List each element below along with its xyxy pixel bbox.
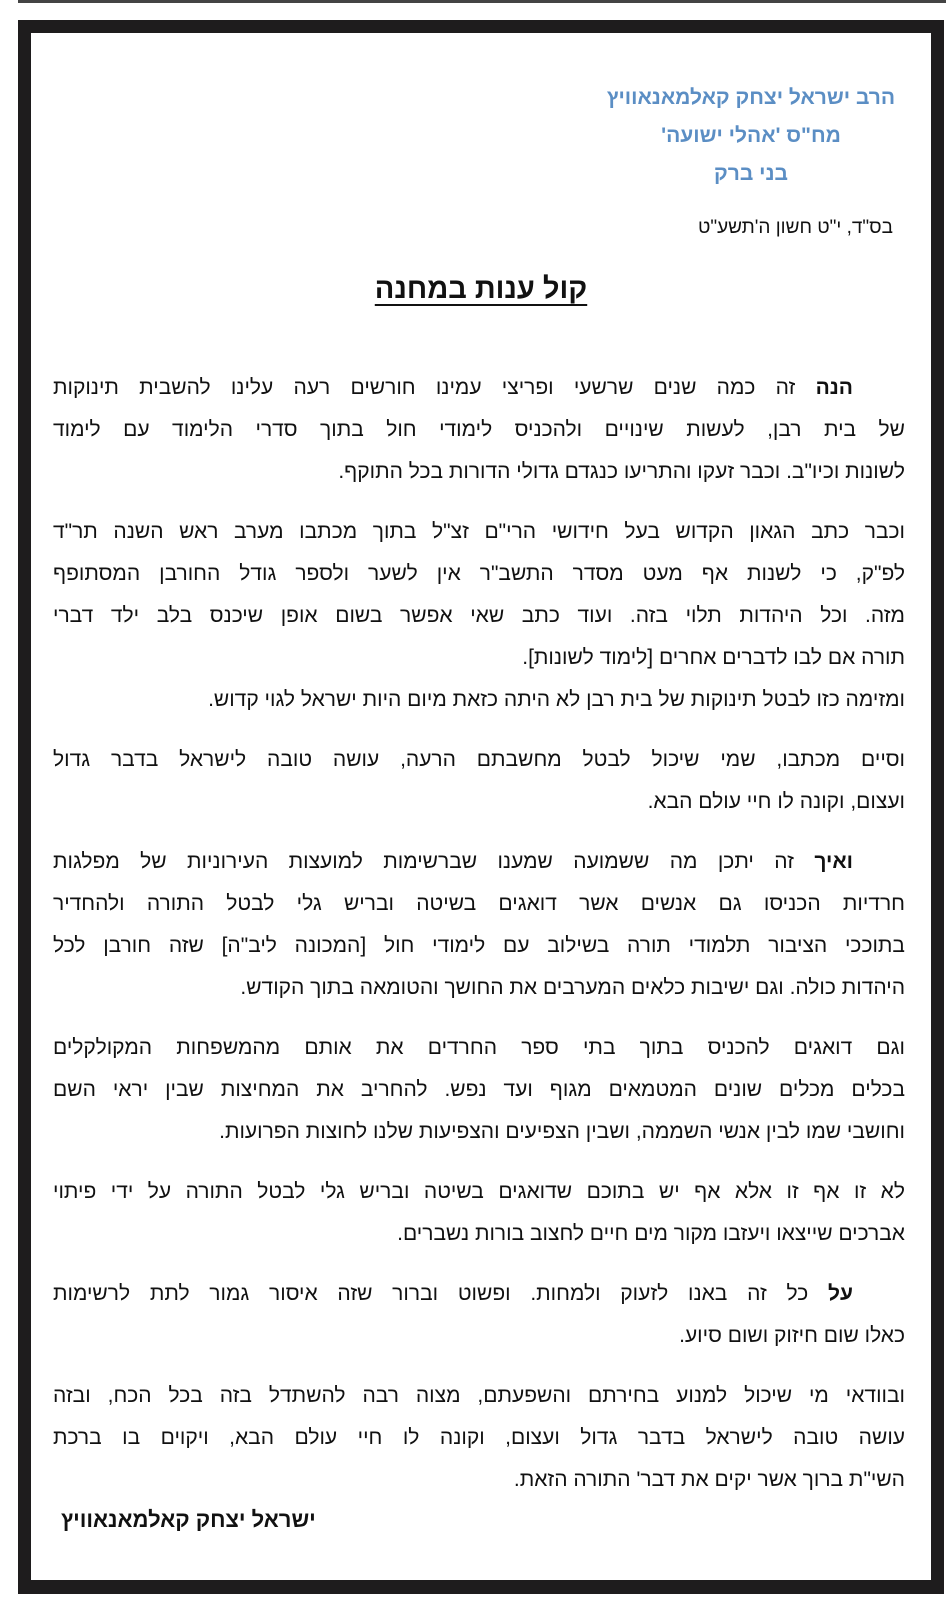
letterhead-city: בני ברק [714,162,788,185]
paragraph-line: בתוככי הציבור תלמודי תורה בשילוב עם לימודי חול [המכונה ליב"ה] שזה חורבן לכל [53,934,905,957]
paragraph-7 [53,1273,905,1357]
paragraph-line: וחושבי שמו לבין אנשי השממה, ושבין הצפיעים והצפיעות שלנו לחוצות הפרועות. [219,1120,905,1143]
letter-title: קול ענות במחנה [374,273,588,305]
paragraph-line: מזה. וכל היהדות תלוי בזה. ועוד כתב שאי אפשר בשום אופן שיכנס בלב ילד דברי [53,604,905,627]
paragraph-line: חרדיות הכניסו גם אנשים אשר דואגים בשיטה ובריש גלי לבטל התורה ולהחדיר [53,892,905,915]
paragraph-line: וסיים מכתבו, שמי שיכול לבטל מחשבתם הרעה, עושה טובה לישראל בדבר גדול [53,748,905,771]
paragraph-6 [53,1171,905,1255]
paragraph-line: על כל זה באנו לזעוק ולמחות. ופשוט וברור שזה איסור גמור לתת לרשימות [53,1282,853,1305]
paragraph-line: עושה טובה לישראל בדבר גדול ועצום, וקונה לו חיי עולם הבא, ויקוים בו ברכת [53,1426,905,1449]
paragraph-5 [53,1027,905,1153]
paragraph-8 [53,1375,905,1501]
letter-date: בס"ד, י"ט חשון ה'תשע"ט [697,217,893,238]
top-rule [18,0,946,3]
paragraph-line: כאלו שום חיזוק ושום סיוע. [679,1324,905,1347]
paragraph-line: לשונות וכיו"ב. וכבר זעקו והתריעו כנגדם גדולי הדורות בכל התוקף. [338,460,905,483]
paragraph-line: ואיך זה יתכן מה ששמועה שמענו שברשימות למועצות העירוניות של מפלגות [53,850,853,873]
paragraph-line: בכלים מכלים שונים המטמאים מגוף ועד נפש. להחריב את המחיצות שבין יראי השם [53,1078,905,1101]
paragraph-line: היהדות כולה. וגם ישיבות כלאים המערבים את החושך והטומאה בתוך הקודש. [240,976,905,999]
letterhead-institution: מח"ס 'אהלי ישועה' [661,124,841,147]
paragraph-3 [53,739,905,823]
signature: ישראל יצחק קאלמאנאוויץ [61,1507,316,1532]
paragraph-1 [53,367,905,493]
paragraph-line: אברכים שייצאו ויעזבו מקור מים חיים לחצוב בורות נשברים. [397,1222,905,1245]
letter-page [31,33,931,1580]
paragraph-4 [53,841,905,1009]
document-frame [18,20,944,1594]
paragraph-line: ועצום, וקונה לו חיי עולם הבא. [647,790,905,813]
lead-word: הנה [815,376,853,399]
paragraph-line: וגם דואגים להכניס בתוך בתי ספר החרדים את אותם מהמשפחות המקולקלים [53,1036,905,1059]
paragraph-line: ובוודאי מי שיכול למנוע בחירתם והשפעתם, מצוה רבה להשתדל בזה בכל הכח, ובזה [53,1384,905,1407]
paragraph-line: לפ"ק, כי לשנות אף מעט מסדר התשב"ר אין לשער ולספר גודל החורבן המסתופף [53,562,905,585]
lead-word: על [828,1282,853,1305]
paragraph-2 [53,511,905,721]
paragraph-line: וכבר כתב הגאון הקדוש בעל חידושי הרי"ם זצ"ל בתוך מכתבו מערב ראש השנה תר"ד [53,520,905,543]
paragraph-line: של בית רבן, לעשות שינויים ולהכניס לימודי חול בתוך סדרי הלימוד עם לימוד [53,418,905,441]
letterhead [591,79,911,193]
paragraph-line: השי"ת ברוך אשר יקים את דבר' התורה הזאת. [513,1468,905,1491]
paragraph-line: ומזימה כזו לבטל תינוקות של בית רבן לא היתה כזאת מיום היות ישראל לגוי קדוש. [208,688,905,711]
paragraph-line: הנה זה כמה שנים שרשעי ופריצי עמינו חורשים רעה עלינו להשבית תינוקות [53,376,853,399]
letter-body [53,367,905,1519]
lead-word: ואיך [814,850,853,873]
letterhead-name: הרב ישראל יצחק קאלמאנאוויץ [606,86,896,109]
paragraph-line: תורה אם לבו לדברים אחרים [לימוד לשונות]. [522,646,905,669]
paragraph-line: לא זו אף זו אלא אף יש בתוכם שדואגים בשיטה ובריש גלי לבטל התורה על ידי פיתוי [53,1180,905,1203]
